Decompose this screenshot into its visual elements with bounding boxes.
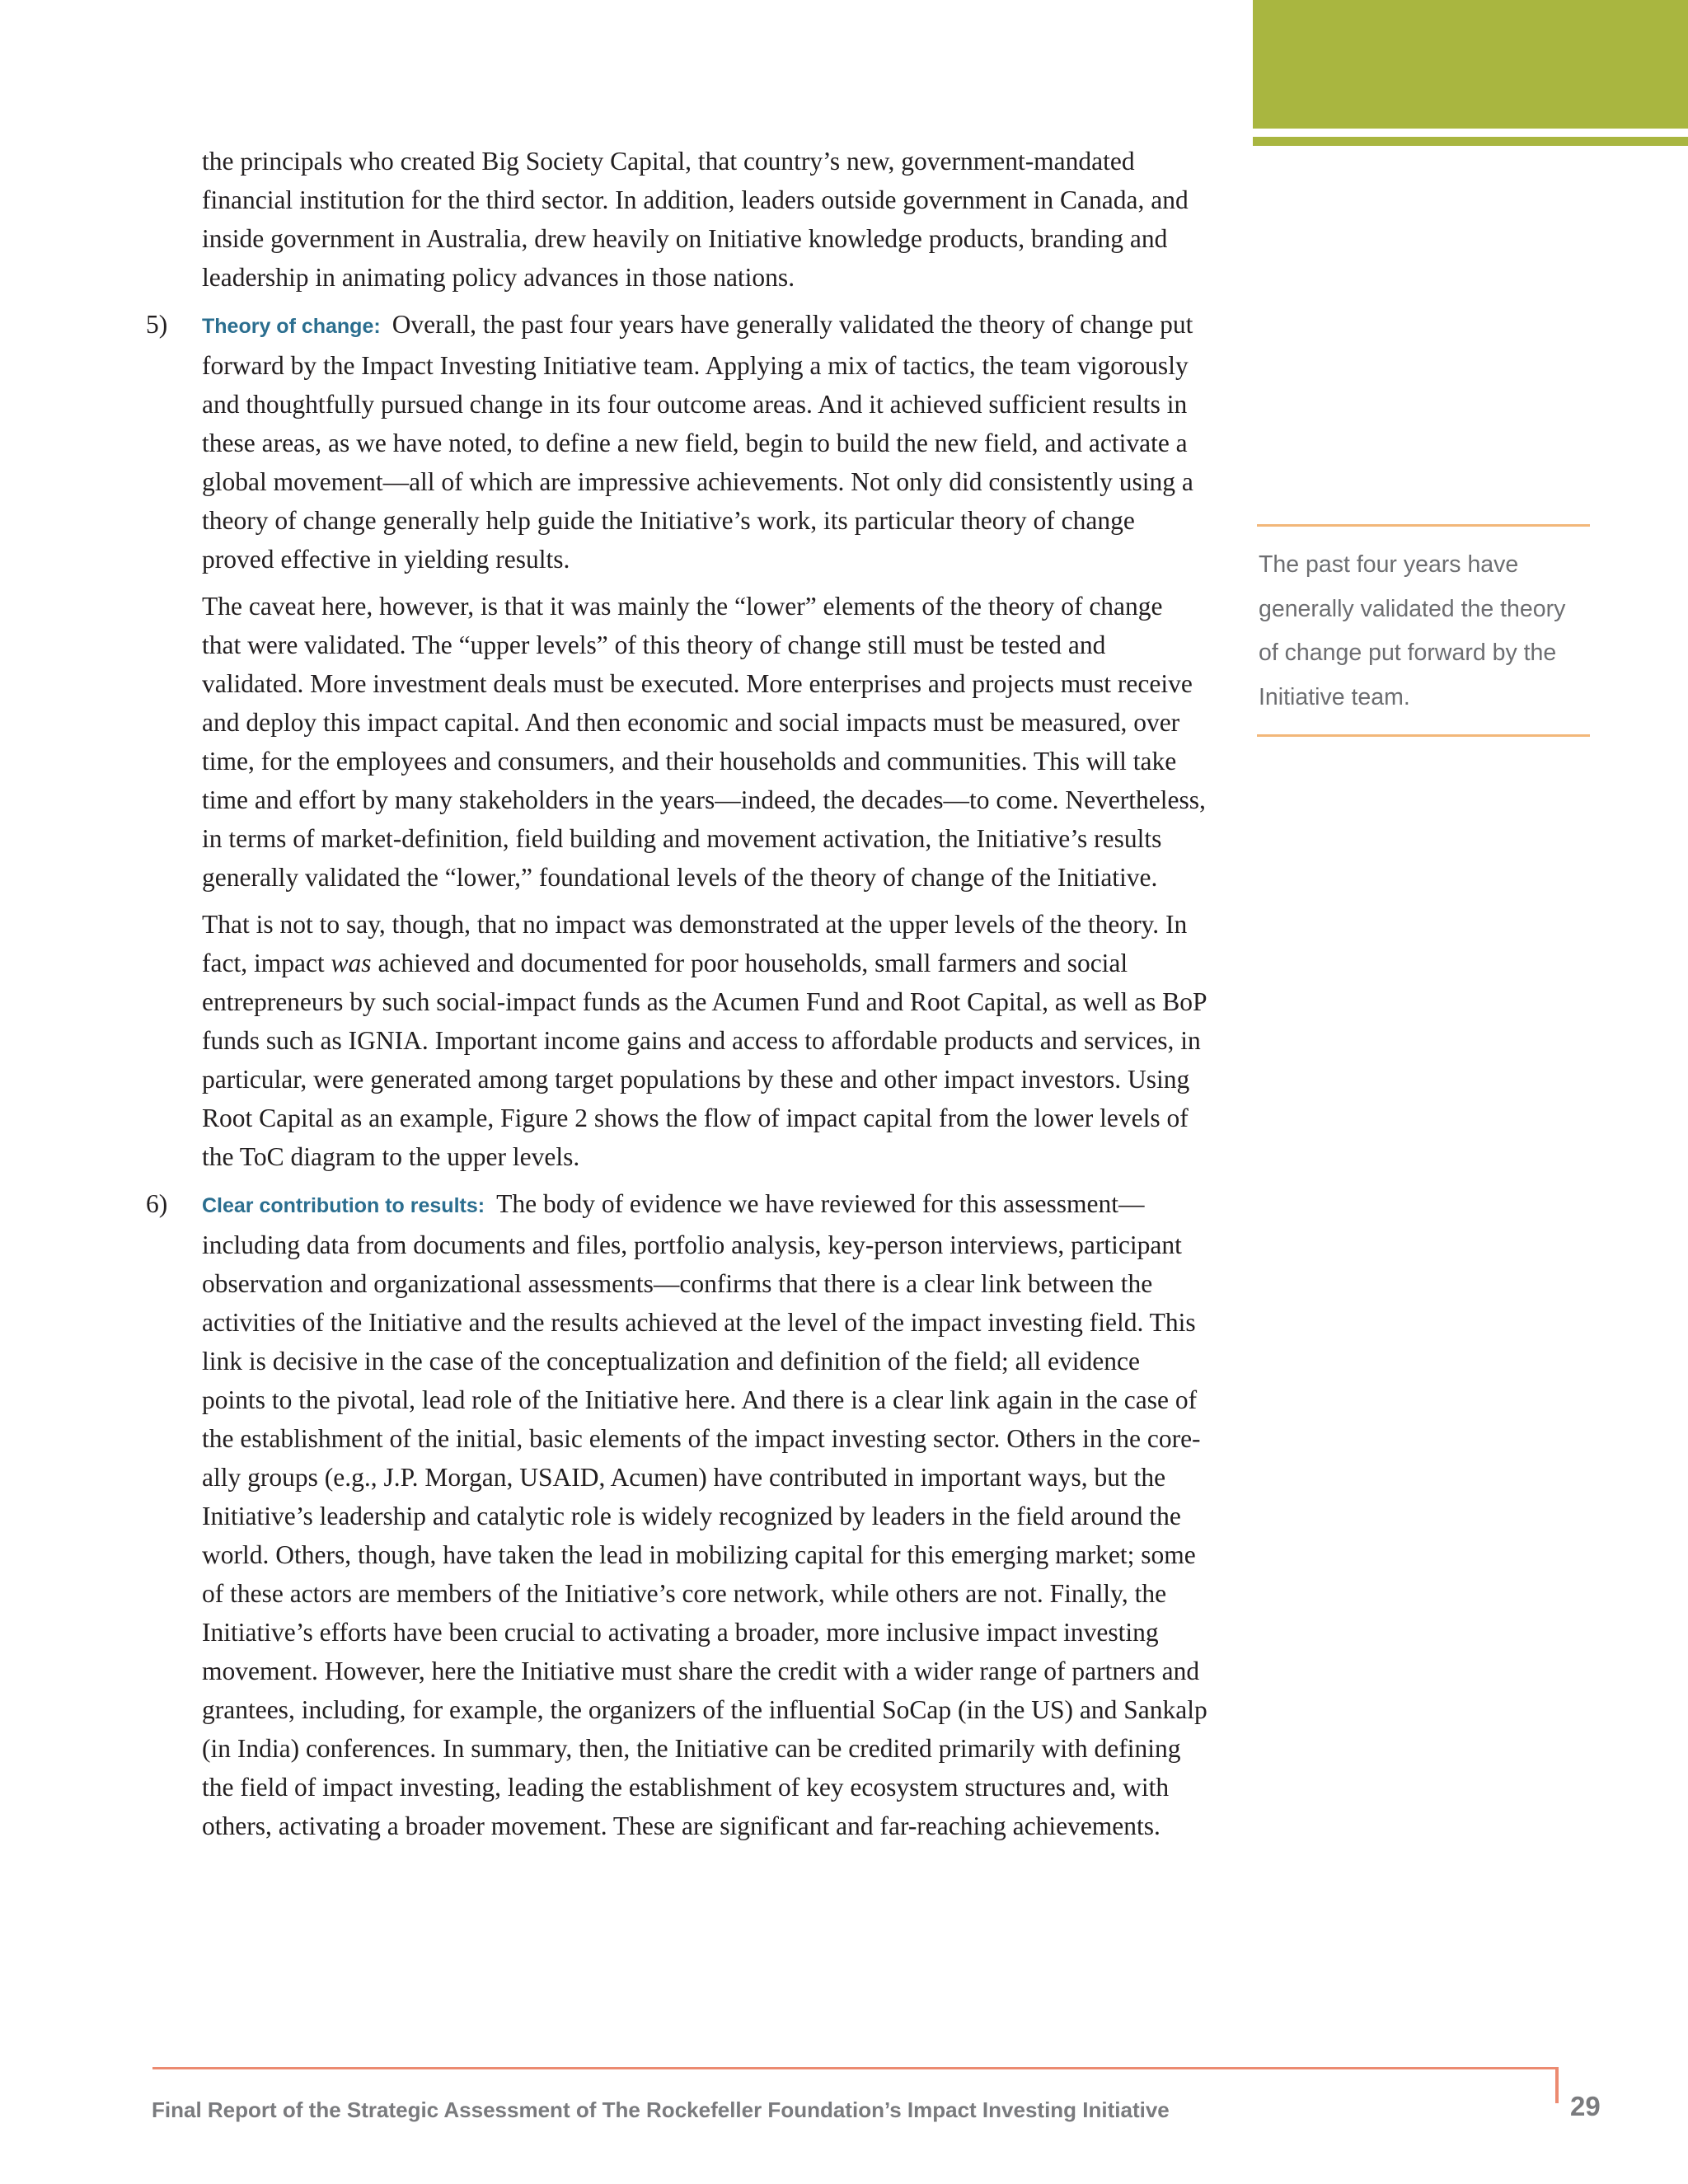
list-item-heading: Theory of change: bbox=[202, 315, 381, 338]
corner-accent-bar bbox=[1253, 0, 1688, 129]
page-number: 29 bbox=[1570, 2091, 1601, 2121]
list-item-clear-contribution bbox=[146, 1184, 1207, 1845]
paragraph-continuation: the principals who created Big Society Capital, that country’s new, government-mandated financial institution for the third sector. In addition, leaders outside government in Canada, and inside government in Australia, drew heavily on Initiative knowledge products, branding and leadership in animating policy advances in those nations. bbox=[202, 147, 1189, 292]
corner-accent-stripe bbox=[1253, 137, 1688, 146]
list-item-theory-of-change bbox=[146, 305, 1207, 579]
pull-quote bbox=[1257, 524, 1590, 737]
paragraph-upper-levels bbox=[202, 905, 1207, 1176]
list-item-heading: Clear contribution to results: bbox=[202, 1194, 485, 1217]
paragraph-text: achieved and documented for poor households, small farmers and social entrepreneurs by such social-impact funds as the Acumen Fund and Root Capital, as well as BoP funds such as IGNIA. Important income gains and access to affordable products and services, in particular, were generated among target populations by these and other impact investors. Using Root Capital as an example, Figure 2 shows the flow of impact capital from the lower levels of the ToC diagram to the upper levels. bbox=[202, 949, 1207, 1171]
emphasis-text: was bbox=[331, 949, 372, 977]
list-item-text: The body of evidence we have reviewed for this assessment—including data from documents and files, portfolio analysis, key-person interviews, participant observation and organizational assessments—confirms that there is a clear link between the activities of the Initiative and the results achieved at the level of the impact investing field. This link is decisive in the case of the conceptualization and definition of the field; all evidence points to the pivotal, lead role of the Initiative here. And there is a clear link again in the case of the establishment of the initial, basic elements of the impact investing sector. Others in the core-ally groups (e.g., J.P. Morgan, USAID, Acumen) have contributed in important ways, but the Initiative’s leadership and catalytic role is widely recognized by leaders in the field around the world. Others, though, have taken the lead in mobilizing capital for this emerging market; some of these actors are members of the Initiative’s core network, while others are not. Finally, the Initiative’s efforts have been crucial to activating a broader, more inclusive impact investing movement. However, here the Initiative must share the credit with a wider range of partners and grantees, including, for example, the organizers of the influential SoCap (in the US) and Sankalp (in India) conferences. In summary, then, the Initiative can be credited primarily with defining the field of impact investing, leading the establishment of key ecosystem structures and, with others, activating a broader movement. These are significant and far-reaching achievements. bbox=[202, 1189, 1207, 1840]
list-item-number: 6) bbox=[146, 1189, 168, 1218]
main-text-column bbox=[146, 142, 1207, 1854]
footer-rule bbox=[152, 2067, 1558, 2069]
paragraph-text: That is not to say, though, that no impact was demonstrated at the upper levels of the theory. In fact, impact bbox=[202, 910, 1188, 977]
footer-rule-tick bbox=[1555, 2067, 1559, 2103]
pull-quote-text: The past four years have generally validated the theory of change put forward by the Initiative team. bbox=[1259, 551, 1566, 710]
list-item-text: Overall, the past four years have generally validated the theory of change put forward by the Impact Investing Initiative team. Applying a mix of tactics, the team vigorously and thoughtfully pursued change in its four outcome areas. And it achieved sufficient results in these areas, as we have noted, to define a new field, begin to build the new field, and activate a global movement—all of which are impressive achievements. Not only did consistently using a theory of change generally help guide the Initiative’s work, its particular theory of change proved effective in yielding results. bbox=[202, 310, 1193, 574]
list-item-number: 5) bbox=[146, 310, 168, 339]
footer-report-title: Final Report of the Strategic Assessment of The Rockefeller Foundation’s Impact Investing Initiative bbox=[152, 2097, 1170, 2122]
paragraph-caveat: The caveat here, however, is that it was mainly the “lower” elements of the theory of change that were validated. The “upper levels” of this theory of change still must be tested and validated. More investment deals must be executed. More enterprises and projects must receive and deploy this impact capital. And then economic and social impacts must be measured, over time, for the employees and consumers, and their households and communities. This will take time and effort by many stakeholders in the years—indeed, the decades—to come. Nevertheless, in terms of market-definition, field building and movement activation, the Initiative’s results generally validated the “lower,” foundational levels of the theory of change of the Initiative. bbox=[202, 592, 1206, 892]
